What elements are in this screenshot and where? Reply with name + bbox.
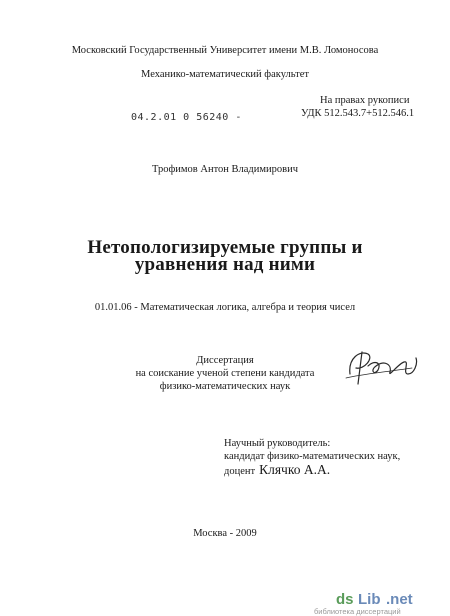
watermark-subtitle: библиотека диссертаций [314,607,401,616]
thesis-title-line-1: Нетопологизируемые группы и [87,237,363,258]
city-year: Москва - 2009 [193,528,257,539]
supervisor-name: Клячко А.А. [259,462,331,477]
author-name: Трофимов Антон Владимирович [151,164,299,175]
handwritten-signature [342,344,422,388]
watermark-lib: Lib [358,591,381,608]
supervisor-label: Научный руководитель: [224,438,331,449]
degree-line-1: Диссертация [196,355,254,366]
supervisor-rank: доцент [224,466,256,477]
university-name: Московский Государственный Университет имени М.В. Ломоносова [71,45,379,56]
specialty-code: 01.01.06 - Математическая логика, алгебра и теория чисел [94,302,356,313]
degree-line-3: физико-математических наук [159,381,291,392]
watermark-net: .net [386,591,413,608]
faculty-name: Механико-математический факультет [141,69,309,80]
degree-line-2: на соискание ученой степени кандидата [135,368,315,379]
watermark-footer [0,589,450,616]
supervisor-degree: кандидат физико-математических наук, [224,451,401,462]
udk-code: УДК 512.543.7+512.546.1 [301,108,415,119]
registration-stamp: 04.2.01 0 56240 - [131,112,242,123]
manuscript-rights: На правах рукописи [320,95,410,106]
thesis-title-line-2: уравнения над ними [134,254,316,275]
watermark-ds: ds [336,591,354,608]
supervisor-rank-name [224,462,330,478]
